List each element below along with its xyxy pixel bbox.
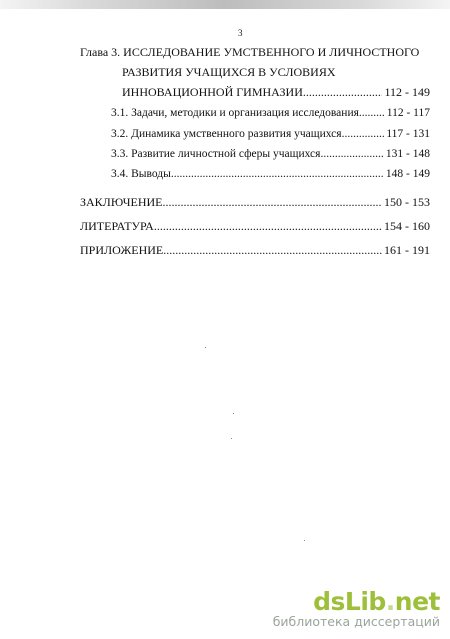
entry-title: ПРИЛОЖЕНИЕ: [80, 243, 164, 257]
toc-entry-conclusion[interactable]: [80, 195, 430, 209]
section-title: 3.1. Задачи, методики и организация исследования: [111, 107, 359, 119]
entry-pages: 154 - 160: [384, 219, 430, 233]
leader-dots: [320, 147, 383, 161]
leader-dots: [163, 195, 383, 209]
dslib-watermark: [273, 589, 440, 629]
scan-speck: [233, 413, 234, 414]
leader-dots: [171, 167, 384, 181]
section-pages: 148 - 149: [385, 168, 430, 180]
entry-title: ЗАКЛЮЧЕНИЕ: [80, 195, 163, 209]
toc-entry-3-1[interactable]: [111, 106, 430, 120]
leader-dots: [154, 219, 382, 233]
dslib-logo: [273, 589, 440, 615]
leader-dots: [163, 243, 382, 257]
leader-dots: [303, 85, 383, 99]
logo-dot: .: [385, 587, 395, 616]
leader-dots: [359, 106, 385, 120]
section-title: 3.2. Динамика умственного развития учащихся: [111, 128, 342, 140]
entry-pages: 150 - 153: [384, 195, 430, 209]
toc-entry-3-3[interactable]: [111, 147, 430, 161]
section-pages: 112 - 117: [386, 107, 430, 119]
entry-pages: 161 - 191: [384, 243, 430, 257]
leader-dots: [342, 127, 385, 141]
entry-title: ЛИТЕРАТУРА: [80, 219, 154, 233]
toc-entry-chapter3[interactable]: [122, 85, 430, 99]
dslib-subtitle: библиотека диссертаций: [272, 614, 440, 629]
scan-speck: [231, 438, 232, 439]
logo-main-text: dsLib: [313, 587, 386, 616]
chapter3-title-line3: ИННОВАЦИОННОЙ ГИМНАЗИИ: [122, 85, 303, 99]
toc-entry-literature[interactable]: [80, 219, 430, 233]
chapter3-pages: 112 - 149: [384, 85, 430, 99]
section-pages: 131 - 148: [385, 148, 430, 160]
logo-tld-text: net: [394, 587, 440, 616]
section-title: 3.3. Развитие личностной сферы учащихся: [111, 148, 321, 160]
section-pages: 117 - 131: [386, 128, 430, 140]
page-number: 3: [238, 28, 243, 38]
scan-speck: [205, 347, 206, 348]
toc-entry-appendix[interactable]: [80, 243, 430, 257]
toc-entry-3-2[interactable]: [111, 127, 430, 141]
toc-entry-3-4[interactable]: [111, 167, 430, 181]
chapter3-title-line1: Глава 3. ИССЛЕДОВАНИЕ УМСТВЕННОГО И ЛИЧНОСТНОГО: [80, 45, 420, 59]
chapter3-title-line2: РАЗВИТИЯ УЧАЩИХСЯ В УСЛОВИЯХ: [122, 65, 336, 79]
section-title: 3.4. Выводы: [111, 168, 171, 180]
scan-top-edge: [0, 0, 450, 9]
scan-speck: [304, 540, 305, 541]
